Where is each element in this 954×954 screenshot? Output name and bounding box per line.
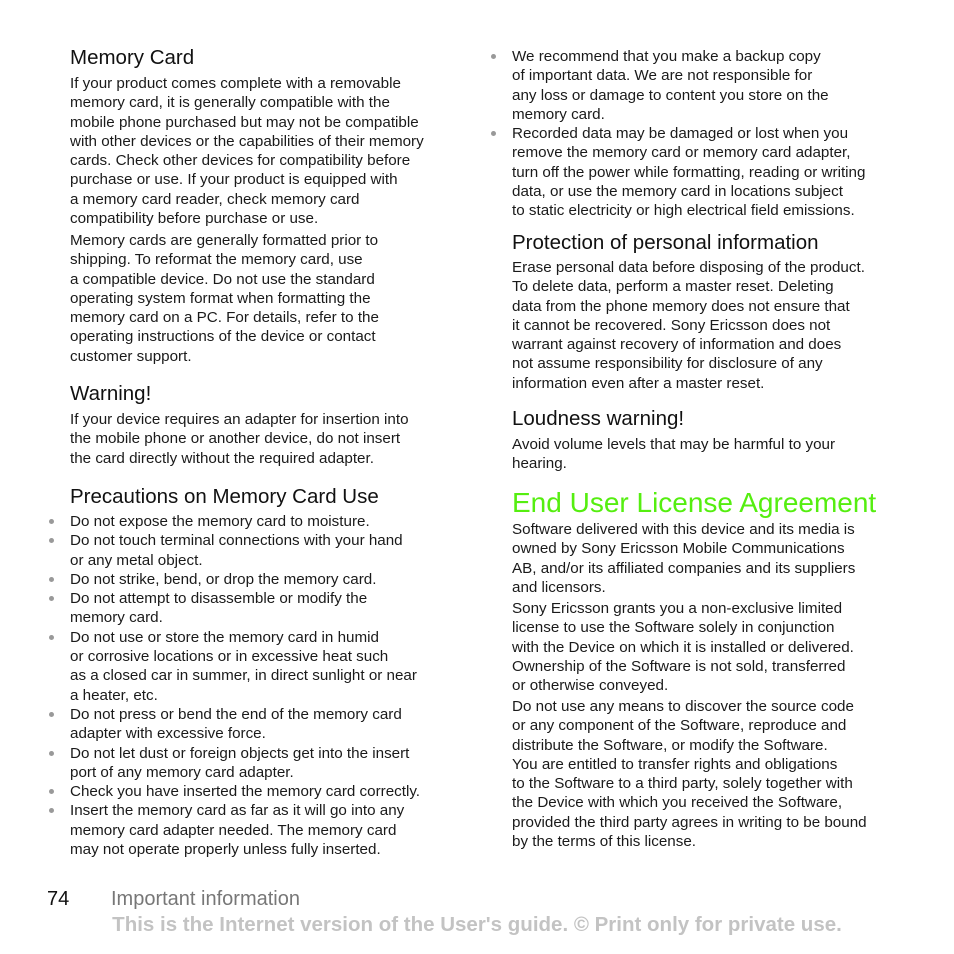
text-line: data, or use the memory card in locations subject — [512, 183, 843, 201]
text-line: If your product comes complete with a removable — [70, 75, 401, 92]
paragraph — [70, 231, 379, 366]
heading-eula: End User License Agreement — [512, 487, 877, 518]
text-line: Do not expose the memory card to moisture. — [70, 513, 370, 530]
list-item — [70, 801, 420, 859]
text-line: or corrosive locations or in excessive heat such — [70, 648, 389, 666]
text-line: Do not let dust or foreign objects get into the insert — [70, 744, 410, 762]
text-line: by the terms of this license. — [512, 833, 697, 851]
text-line: Erase personal data before disposing of the product. — [512, 259, 865, 276]
list-item — [70, 531, 420, 570]
text-line: with other devices or the capabilities of their memory — [70, 132, 424, 150]
bullet-list — [70, 512, 420, 859]
paragraph — [512, 520, 855, 597]
text-line: memory card adapter needed. The memory card — [70, 821, 397, 839]
text-line: may not operate properly unless fully inserted. — [70, 841, 381, 859]
list-item — [70, 628, 420, 705]
text-line: the card directly without the required adapter. — [70, 449, 374, 467]
text-line: Do not press or bend the end of the memory card — [70, 705, 402, 723]
text-line: with the Device on which it is installed or delivered. — [512, 638, 854, 656]
heading-protection: Protection of personal information — [512, 231, 819, 254]
list-item — [70, 705, 420, 744]
text-line: or otherwise conveyed. — [512, 677, 669, 695]
heading-warning: Warning! — [70, 382, 152, 405]
text-line: port of any memory card adapter. — [70, 763, 294, 781]
text-line: information even after a master reset. — [512, 374, 765, 392]
text-line: provided the third party agrees in writing to be bound — [512, 813, 867, 831]
text-line: Avoid volume levels that may be harmful to your — [512, 436, 836, 453]
text-line: Do not attempt to disassemble or modify the — [70, 590, 368, 608]
text-line: or any component of the Software, reproduce and — [512, 717, 847, 735]
text-line: and licensors. — [512, 578, 606, 596]
text-line: Check you have inserted the memory card correctly. — [70, 783, 421, 801]
text-line: operating instructions of the device or contact — [70, 328, 376, 346]
text-line: not assume responsibility for disclosure of any — [512, 355, 823, 373]
text-line: AB, and/or its affiliated companies and its suppliers — [512, 559, 856, 577]
heading-memory-card: Memory Card — [70, 46, 195, 69]
list-item — [70, 744, 420, 783]
watermark: This is the Internet version of the User's guide. © Print only for private use. — [112, 913, 842, 936]
text-line: to static electricity or high electrical field emissions. — [512, 202, 855, 220]
text-line: distribute the Software, or modify the Software. — [512, 736, 828, 754]
text-line: memory card. — [70, 609, 163, 627]
text-line: memory card. — [512, 105, 605, 123]
paragraph — [512, 599, 854, 695]
text-line: remove the memory card or memory card adapter, — [512, 144, 851, 162]
text-line: a compatible device. Do not use the standard — [70, 270, 375, 288]
text-line: Sony Ericsson grants you a non-exclusive limited — [512, 600, 843, 617]
text-line: customer support. — [70, 347, 192, 365]
text-line: Do not use any means to discover the source code — [512, 698, 854, 715]
list-item — [512, 47, 865, 124]
text-line: To delete data, perform a master reset. Deleting — [512, 278, 834, 296]
text-line: to the Software to a third party, solely together with — [512, 775, 853, 793]
heading-precautions: Precautions on Memory Card Use — [70, 485, 379, 508]
text-line: warrant against recovery of information and does — [512, 336, 842, 354]
text-line: mobile phone purchased but may not be compatible — [70, 113, 419, 131]
text-line: We recommend that you make a backup copy — [512, 48, 821, 65]
section-name: Important information — [111, 888, 300, 910]
text-line: the mobile phone or another device, do not insert — [70, 430, 401, 448]
text-line: as a closed car in summer, in direct sunlight or near — [70, 667, 417, 685]
text-line: turn off the power while formatting, reading or writing — [512, 163, 866, 181]
text-line: Software delivered with this device and its media is — [512, 521, 855, 538]
text-line: Ownership of the Software is not sold, transferred — [512, 657, 846, 675]
list-item — [70, 782, 420, 801]
paragraph — [512, 697, 867, 851]
text-line: a memory card reader, check memory card — [70, 190, 360, 208]
text-line: it cannot be recovered. Sony Ericsson does not — [512, 316, 831, 334]
text-line: any loss or damage to content you store on the — [512, 86, 829, 104]
list-item — [70, 589, 420, 628]
page-number: 74 — [47, 888, 70, 910]
text-line: owned by Sony Ericsson Mobile Communications — [512, 540, 845, 558]
paragraph — [512, 258, 865, 393]
text-line: a heater, etc. — [70, 686, 158, 704]
text-line: Do not touch terminal connections with your hand — [70, 532, 403, 550]
text-line: Memory cards are generally formatted prior to — [70, 232, 379, 249]
text-line: the Device with which you received the Software, — [512, 794, 843, 812]
paragraph — [512, 435, 835, 474]
list-item — [512, 124, 865, 220]
text-line: cards. Check other devices for compatibility before — [70, 152, 411, 170]
text-line: compatibility before purchase or use. — [70, 210, 319, 228]
text-line: Recorded data may be damaged or lost when you — [512, 125, 849, 143]
text-line: hearing. — [512, 455, 567, 473]
heading-loudness: Loudness warning! — [512, 407, 685, 430]
list-item — [70, 512, 420, 531]
text-line: Do not use or store the memory card in humid — [70, 628, 379, 646]
text-line: data from the phone memory does not ensure that — [512, 297, 850, 315]
text-line: or any metal object. — [70, 551, 203, 569]
bullet-list — [512, 47, 865, 221]
text-line: Insert the memory card as far as it will go into any — [70, 802, 405, 820]
paragraph — [70, 74, 424, 228]
text-line: purchase or use. If your product is equipped with — [70, 171, 398, 189]
list-item — [70, 570, 420, 589]
text-line: license to use the Software solely in conjunction — [512, 619, 835, 637]
text-line: Do not strike, bend, or drop the memory card. — [70, 570, 377, 588]
text-line: memory card on a PC. For details, refer to the — [70, 309, 379, 327]
text-line: If your device requires an adapter for insertion into — [70, 411, 409, 428]
paragraph — [70, 410, 409, 468]
text-line: You are entitled to transfer rights and obligations — [512, 755, 838, 773]
text-line: adapter with excessive force. — [70, 725, 266, 743]
text-line: of important data. We are not responsible for — [512, 67, 813, 85]
text-line: memory card, it is generally compatible with the — [70, 94, 390, 112]
text-line: shipping. To reformat the memory card, use — [70, 251, 363, 269]
text-line: operating system format when formatting the — [70, 289, 371, 307]
